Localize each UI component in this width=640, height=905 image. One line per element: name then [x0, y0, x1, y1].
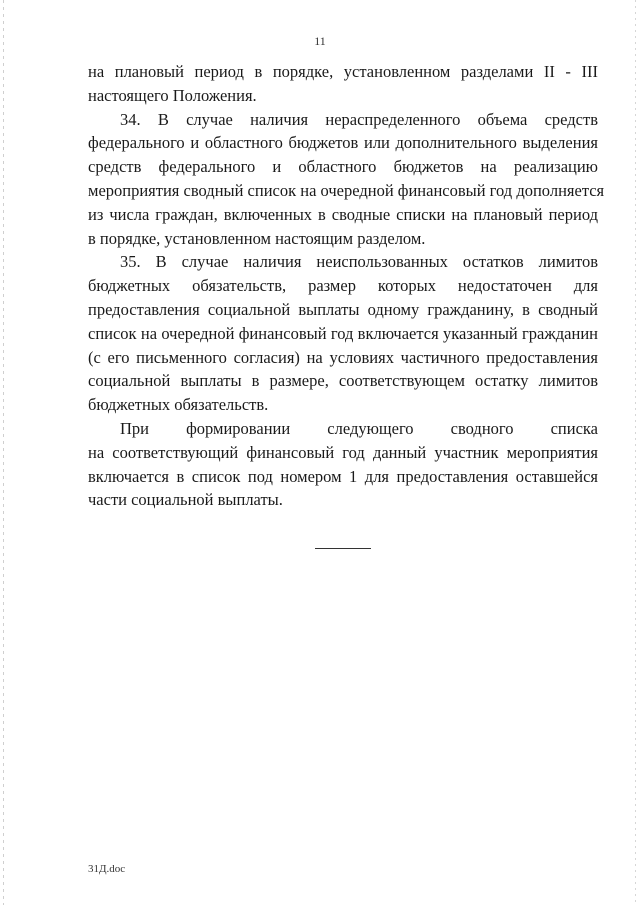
paragraph-final — [88, 417, 598, 512]
text-line: на соответствующий финансовый год данный участник мероприятия — [88, 442, 598, 462]
text-line: бюджетных обязательств. — [88, 395, 269, 415]
text-line: федерального и областного бюджетов или дополнительного выделения — [88, 133, 598, 153]
text-line: на плановый период в порядке, установленном разделами II - III — [88, 62, 598, 81]
text-line: социальной выплаты в размере, соответствующем остатку лимитов — [88, 371, 598, 391]
page-number: 11 — [314, 34, 326, 48]
text-line: мероприятия сводный список на очередной финансовый год дополняется — [88, 180, 605, 200]
text-line: из числа граждан, включенных в сводные списки на плановый период — [88, 204, 598, 224]
text-line: части социальной выплаты. — [88, 490, 283, 510]
text-line: 35. В случае наличия неиспользованных остатков лимитов — [120, 252, 598, 272]
paragraph-item-34 — [88, 108, 605, 251]
text-line: средств федерального и областного бюджетов на реализацию — [88, 157, 598, 177]
text-line: При формировании следующего сводного списка — [120, 418, 598, 438]
end-separator-line — [315, 548, 371, 549]
scan-edge-right — [635, 0, 636, 905]
paragraph-continuation — [88, 60, 598, 108]
text-line: предоставления социальной выплаты одному гражданину, в сводный — [88, 299, 598, 319]
text-line: 34. В случае наличия нераспределенного объема средств — [120, 109, 598, 129]
text-line: список на очередной финансовый год включается указанный гражданин — [88, 323, 598, 343]
text-line: бюджетных обязательств, размер которых недостаточен для — [88, 276, 598, 296]
scan-edge-left — [3, 0, 4, 905]
text-line: включается в список под номером 1 для предоставления оставшейся — [88, 466, 598, 486]
paragraph-item-35 — [88, 250, 598, 417]
text-line: в порядке, установленном настоящим разделом. — [88, 228, 426, 248]
text-line: настоящего Положения. — [88, 85, 257, 105]
text-line: (с его письменного согласия) на условиях частичного предоставления — [88, 347, 598, 367]
document-body — [88, 60, 605, 512]
footer-filename: 31Д.doc — [88, 863, 126, 875]
